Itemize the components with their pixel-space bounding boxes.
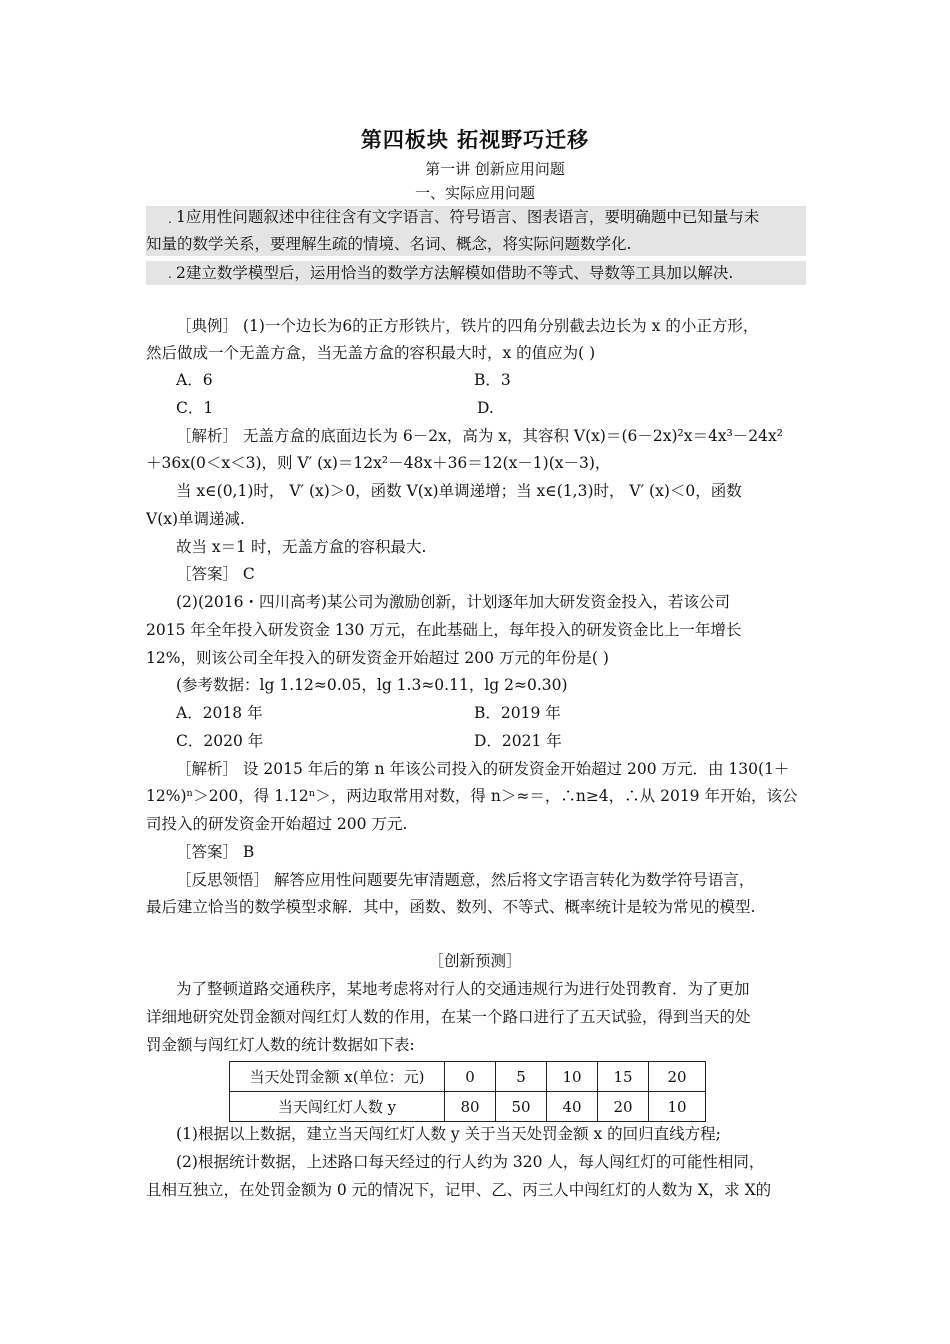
predict-question: (2)根据统计数据，上述路口每天经过的行人约为 320 人，每人闯红灯的可能性相同， (176, 1153, 765, 1171)
answer-line: ［答案］ C (176, 565, 255, 583)
reference-data: (参考数据：lg 1.12≈0.05，lg 1.3≈0.11，lg 2≈0.30) (176, 676, 568, 694)
solution-line: 12%)ⁿ＞200，得 1.12ⁿ＞，两边取常用对数，得 n＞≈＝，∴n≥4，∴从 2019 年开始，该公 (146, 787, 798, 805)
solution-line: 当 x∈(0,1)时， V′ (x)＞0，函数 V(x)单调递增；当 x∈(1,3)时， V′ (x)＜0，函数 (176, 482, 742, 500)
answer-line: ［答案］ B (176, 843, 255, 861)
reflection-line: ［反思领悟］ 解答应用性问题要先审清题意，然后将文字语言转化为数学符号语言， (176, 871, 755, 889)
example1-question: ［典例］ (1)一个边长为6的正方形铁片，铁片的四角分别截去边长为 x 的小正方形， (176, 317, 759, 335)
table-cell: 10 (547, 1062, 598, 1092)
page-title: 第四板块 拓视野巧迁移 (360, 127, 590, 152)
solution-line: ［解析］ 无盖方盒的底面边长为 6－2x，高为 x，其容积 V(x)＝(6－2x)²x＝4x³－24x² (176, 427, 783, 445)
option-d: D. (477, 399, 494, 417)
option-b: B．2019 年 (474, 704, 561, 722)
table-cell: 20 (598, 1092, 649, 1122)
note-marker: . (168, 212, 172, 226)
predict-paragraph: 详细地研究处罚金额对闯红灯人数的作用，在某一个路口进行了五天试验，得到当天的处 (146, 1008, 751, 1026)
lecture-subtitle: 第一讲 创新应用问题 (425, 160, 565, 178)
solution-line: ［解析］ 设 2015 年后的第 n 年该公司投入的研发资金开始超过 200 万元．由 130(1＋ (176, 760, 790, 778)
table-cell: 5 (496, 1062, 547, 1092)
table-cell: 50 (496, 1092, 547, 1122)
section-heading: 一、实际应用问题 (414, 184, 535, 202)
predict-question: (1)根据以上数据，建立当天闯红灯人数 y 关于当天处罚金额 x 的回归直线方程; (176, 1125, 721, 1143)
predict-paragraph: 罚金额与闯红灯人数的统计数据如下表: (146, 1036, 415, 1054)
table-row (230, 1062, 706, 1092)
solution-line: V(x)单调递减. (146, 510, 245, 528)
predict-paragraph: 为了整顿道路交通秩序，某地考虑将对行人的交通违规行为进行处罚教育．为了更加 (176, 980, 750, 998)
option-c: C．2020 年 (176, 732, 264, 750)
reflection-line: 最后建立恰当的数学模型求解．其中，函数、数列、不等式、概率统计是较为常见的模型. (146, 898, 756, 916)
predict-question: 且相互独立，在处罚金额为 0 元的情况下，记甲、乙、丙三人中闯红灯的人数为 X，求 X的 (146, 1181, 772, 1199)
table-cell: 80 (445, 1092, 496, 1122)
note-line: 2建立数学模型后，运用恰当的数学方法解模如借助不等式、导数等工具加以解决. (176, 264, 734, 282)
solution-line: 司投入的研发资金开始超过 200 万元. (146, 815, 408, 833)
predict-heading: ［创新预测］ (428, 952, 522, 970)
option-a: A．6 (176, 371, 213, 389)
note-line: 知量的数学关系，要理解生疏的情境、名词、概念，将实际问题数学化. (146, 235, 632, 253)
option-d: D．2021 年 (474, 732, 562, 750)
table-cell: 0 (445, 1062, 496, 1092)
example2-question: 2015 年全年投入研发资金 130 万元，在此基础上，每年投入的研发资金比上一年增长 (146, 621, 742, 639)
table-cell: 15 (598, 1062, 649, 1092)
table-row (230, 1092, 706, 1122)
example2-question: (2)(2016・四川高考)某公司为激励创新，计划逐年加大研发资金投入，若该公司 (176, 593, 730, 611)
table-cell: 40 (547, 1092, 598, 1122)
table-cell: 10 (649, 1092, 706, 1122)
option-a: A．2018 年 (176, 704, 263, 722)
note-line: 1应用性问题叙述中往往含有文字语言、符号语言、图表语言，要明确题中已知量与未 (176, 208, 760, 226)
solution-line: 故当 x＝1 时，无盖方盒的容积最大. (176, 538, 427, 556)
statistics-table (229, 1061, 706, 1122)
solution-line: ＋36x(0＜x＜3)，则 V′ (x)＝12x²－48x＋36＝12(x－1)(x－3)， (146, 454, 611, 472)
example2-question: 12%，则该公司全年投入的研发资金开始超过 200 万元的年份是( ) (146, 649, 609, 667)
table-cell: 当天处罚金额 x(单位：元) (230, 1062, 445, 1092)
option-c: C．1 (176, 399, 214, 417)
note-marker: . (168, 267, 172, 281)
table-cell: 当天闯红灯人数 y (230, 1092, 445, 1122)
example1-question: 然后做成一个无盖方盒，当无盖方盒的容积最大时，x 的值应为( ) (146, 344, 596, 362)
option-b: B．3 (474, 371, 511, 389)
table-cell: 20 (649, 1062, 706, 1092)
